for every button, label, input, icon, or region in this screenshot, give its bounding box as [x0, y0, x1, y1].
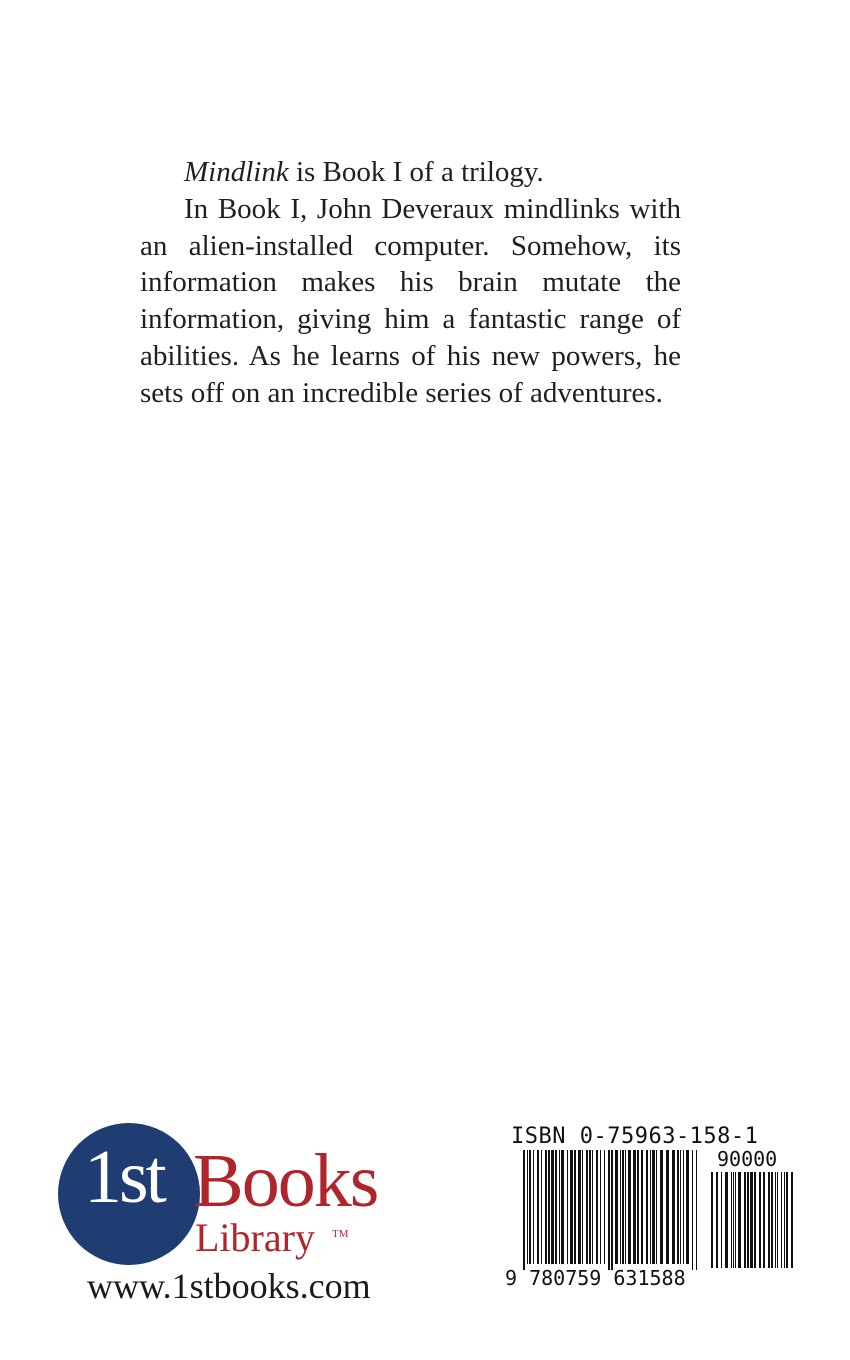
barcode-bar	[582, 1150, 583, 1264]
publisher-logo	[58, 1120, 418, 1270]
barcode-bar	[771, 1172, 773, 1268]
barcode-bar	[656, 1150, 657, 1264]
barcode-bar	[744, 1172, 746, 1268]
barcode-bar	[666, 1150, 669, 1264]
barcode-bar	[711, 1172, 713, 1268]
trademark-mark: TM	[332, 1228, 349, 1240]
barcode-bar	[775, 1172, 776, 1268]
barcode-bar	[716, 1172, 718, 1268]
isbn-barcode-block	[505, 1126, 795, 1296]
logo-library-wordmark: Library	[195, 1215, 315, 1260]
blurb-line-1	[140, 154, 681, 191]
barcode-bar	[768, 1172, 770, 1268]
barcode-bar	[747, 1172, 749, 1268]
barcode-bar	[731, 1172, 732, 1268]
barcode-bar	[625, 1150, 626, 1264]
barcode-bar	[646, 1150, 648, 1264]
barcode-bar	[759, 1172, 761, 1268]
barcode-bar	[548, 1150, 550, 1264]
barcode-bar	[696, 1150, 697, 1270]
barcode-bar	[738, 1172, 741, 1268]
barcode-bar	[686, 1150, 689, 1264]
barcode-bar	[608, 1150, 610, 1270]
barcode-bar	[652, 1150, 655, 1264]
barcode-bar	[692, 1150, 693, 1270]
barcode-bar	[672, 1150, 675, 1264]
barcode-bar	[574, 1150, 576, 1264]
barcode-bar	[725, 1172, 728, 1268]
barcode-bar	[545, 1150, 547, 1264]
barcode-bar	[604, 1150, 605, 1264]
barcode-bar	[586, 1150, 588, 1264]
barcode-bar	[786, 1172, 788, 1268]
barcode-bar	[555, 1150, 557, 1264]
barcode-bar	[633, 1150, 636, 1264]
barcode-bar	[680, 1150, 681, 1264]
barcode-bar	[784, 1172, 785, 1268]
logo-books-wordmark: Books	[193, 1139, 378, 1223]
barcode-bar	[567, 1150, 568, 1264]
logo-numeral: 1st	[84, 1135, 164, 1219]
barcode-bar	[570, 1150, 573, 1264]
barcode-bar	[600, 1150, 601, 1264]
ean-digits: 9 780759 631588	[505, 1266, 686, 1290]
barcode-bar	[620, 1150, 621, 1264]
barcode-bar	[611, 1150, 613, 1270]
price-addon-number: 90000	[717, 1147, 778, 1171]
barcode-bar	[551, 1150, 554, 1264]
barcode-bar	[781, 1172, 782, 1268]
barcode-bar	[541, 1150, 542, 1264]
barcode-bar	[533, 1150, 534, 1264]
barcode-bar	[733, 1172, 734, 1268]
barcode-bar	[615, 1150, 618, 1264]
barcode-bar	[721, 1172, 722, 1268]
barcode-bar	[750, 1172, 753, 1268]
barcode-bar	[683, 1150, 684, 1264]
barcode-bar	[628, 1150, 631, 1264]
book-title: Mindlink	[184, 156, 289, 188]
isbn-label: ISBN 0-75963-158-1	[511, 1124, 759, 1149]
barcode-bar	[589, 1150, 591, 1264]
barcode-bar	[641, 1150, 643, 1264]
publisher-website: www.1stbooks.com	[87, 1266, 371, 1306]
barcode-bar	[559, 1150, 560, 1264]
barcode-bar	[763, 1172, 765, 1268]
barcode-bar	[537, 1150, 539, 1264]
barcode-bar	[596, 1150, 598, 1264]
barcode-bar	[777, 1172, 778, 1268]
back-cover-blurb	[140, 154, 681, 412]
barcode-bar	[735, 1172, 736, 1268]
barcode-bar	[650, 1150, 651, 1264]
barcode-bar	[791, 1172, 793, 1268]
barcode-bar	[529, 1150, 531, 1264]
barcode-bar	[592, 1150, 593, 1264]
barcode-bar	[754, 1172, 756, 1268]
blurb-paragraph-2: In Book I, John Deveraux mindlinks with an alien-installed computer. Somehow, its information makes his brain mutate the information, giving him a fantastic range of abilities. As he learns of his new powers, he sets off on an incredible series of adventures.	[140, 192, 681, 409]
barcode-bar	[660, 1150, 663, 1264]
barcode-bar	[527, 1150, 528, 1264]
barcode-bar	[578, 1150, 581, 1264]
barcode-bar	[523, 1150, 525, 1270]
barcode-bar	[677, 1150, 679, 1264]
barcode-bar	[637, 1150, 639, 1264]
barcode-bar	[622, 1150, 624, 1264]
blurb-line-1-rest: is Book I of a trilogy.	[288, 156, 544, 188]
barcode-bar	[561, 1150, 564, 1264]
